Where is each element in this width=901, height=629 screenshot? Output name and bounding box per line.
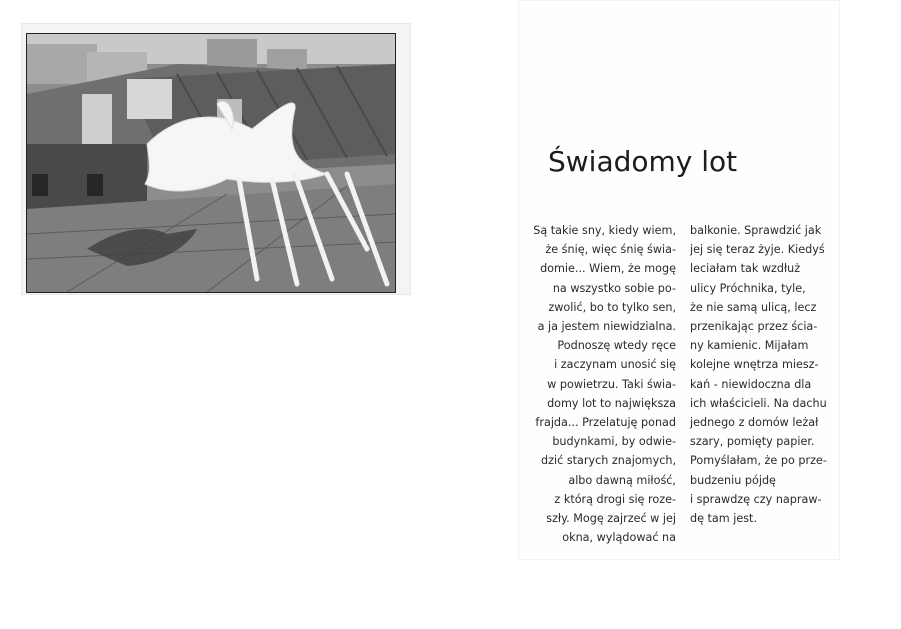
text-line: Są takie sny, kiedy wiem, — [533, 224, 676, 237]
text-line: jednego z domów leżał — [690, 416, 819, 430]
text-line: z którą drogi się roze- — [554, 492, 676, 506]
text-line: szły. Mogę zajrzeć w jej — [546, 512, 676, 526]
text-line: i sprawdzę czy napraw- — [690, 492, 822, 506]
text-line: ich właścicieli. Na dachu — [690, 396, 827, 410]
text-line: że śnię, więc śnię świa- — [545, 243, 676, 257]
article-title: Świadomy lot — [548, 145, 738, 178]
text-line: okna, wylądować na — [562, 531, 676, 545]
text-line: jej się teraz żyje. Kiedyś — [690, 243, 825, 257]
text-line: ny kamienic. Mijałam — [690, 339, 809, 353]
text-line: w powietrzu. Taki świa- — [547, 377, 676, 391]
text-line: kolejne wnętrza miesz- — [690, 358, 819, 372]
text-line: że nie samą ulicą, lecz — [690, 300, 817, 314]
text-line: ulicy Próchnika, tyle, — [690, 281, 806, 295]
text-line: Pomyślałam, że po prze- — [690, 454, 827, 468]
text-line: domy lot to największa — [547, 396, 676, 410]
text-line: budynkami, by odwie- — [552, 435, 676, 449]
text-line: balkonie. Sprawdzić jak — [690, 224, 822, 237]
rooftop-illustration — [27, 34, 395, 292]
text-line: budzeniu pójdę — [690, 473, 776, 487]
text-line: frajda... Przelatuję ponad — [535, 416, 676, 430]
text-column-left — [520, 221, 676, 547]
text-line: przenikając przez ścia- — [690, 320, 818, 334]
text-line: dę tam jest. — [690, 512, 757, 526]
text-line: i zaczynam unosić się — [554, 358, 676, 372]
text-column-right — [690, 221, 827, 528]
text-line: Podnoszę wtedy ręce — [557, 339, 676, 353]
text-line: szary, pomięty papier. — [690, 435, 815, 449]
text-line: a ja jestem niewidzialna. — [537, 320, 676, 334]
text-line: albo dawną miłość, — [568, 473, 676, 487]
text-line: domie... Wiem, że mogę — [540, 262, 676, 276]
text-line: dzić starych znajomych, — [541, 454, 676, 468]
text-line: na wszystko sobie po- — [552, 281, 676, 295]
text-line: kań - niewidoczna dla — [690, 377, 812, 391]
rooftop-photo — [26, 33, 396, 293]
text-line: leciałam tak wzdłuż — [690, 262, 801, 276]
text-line: zwolić, bo to tylko sen, — [548, 300, 676, 314]
